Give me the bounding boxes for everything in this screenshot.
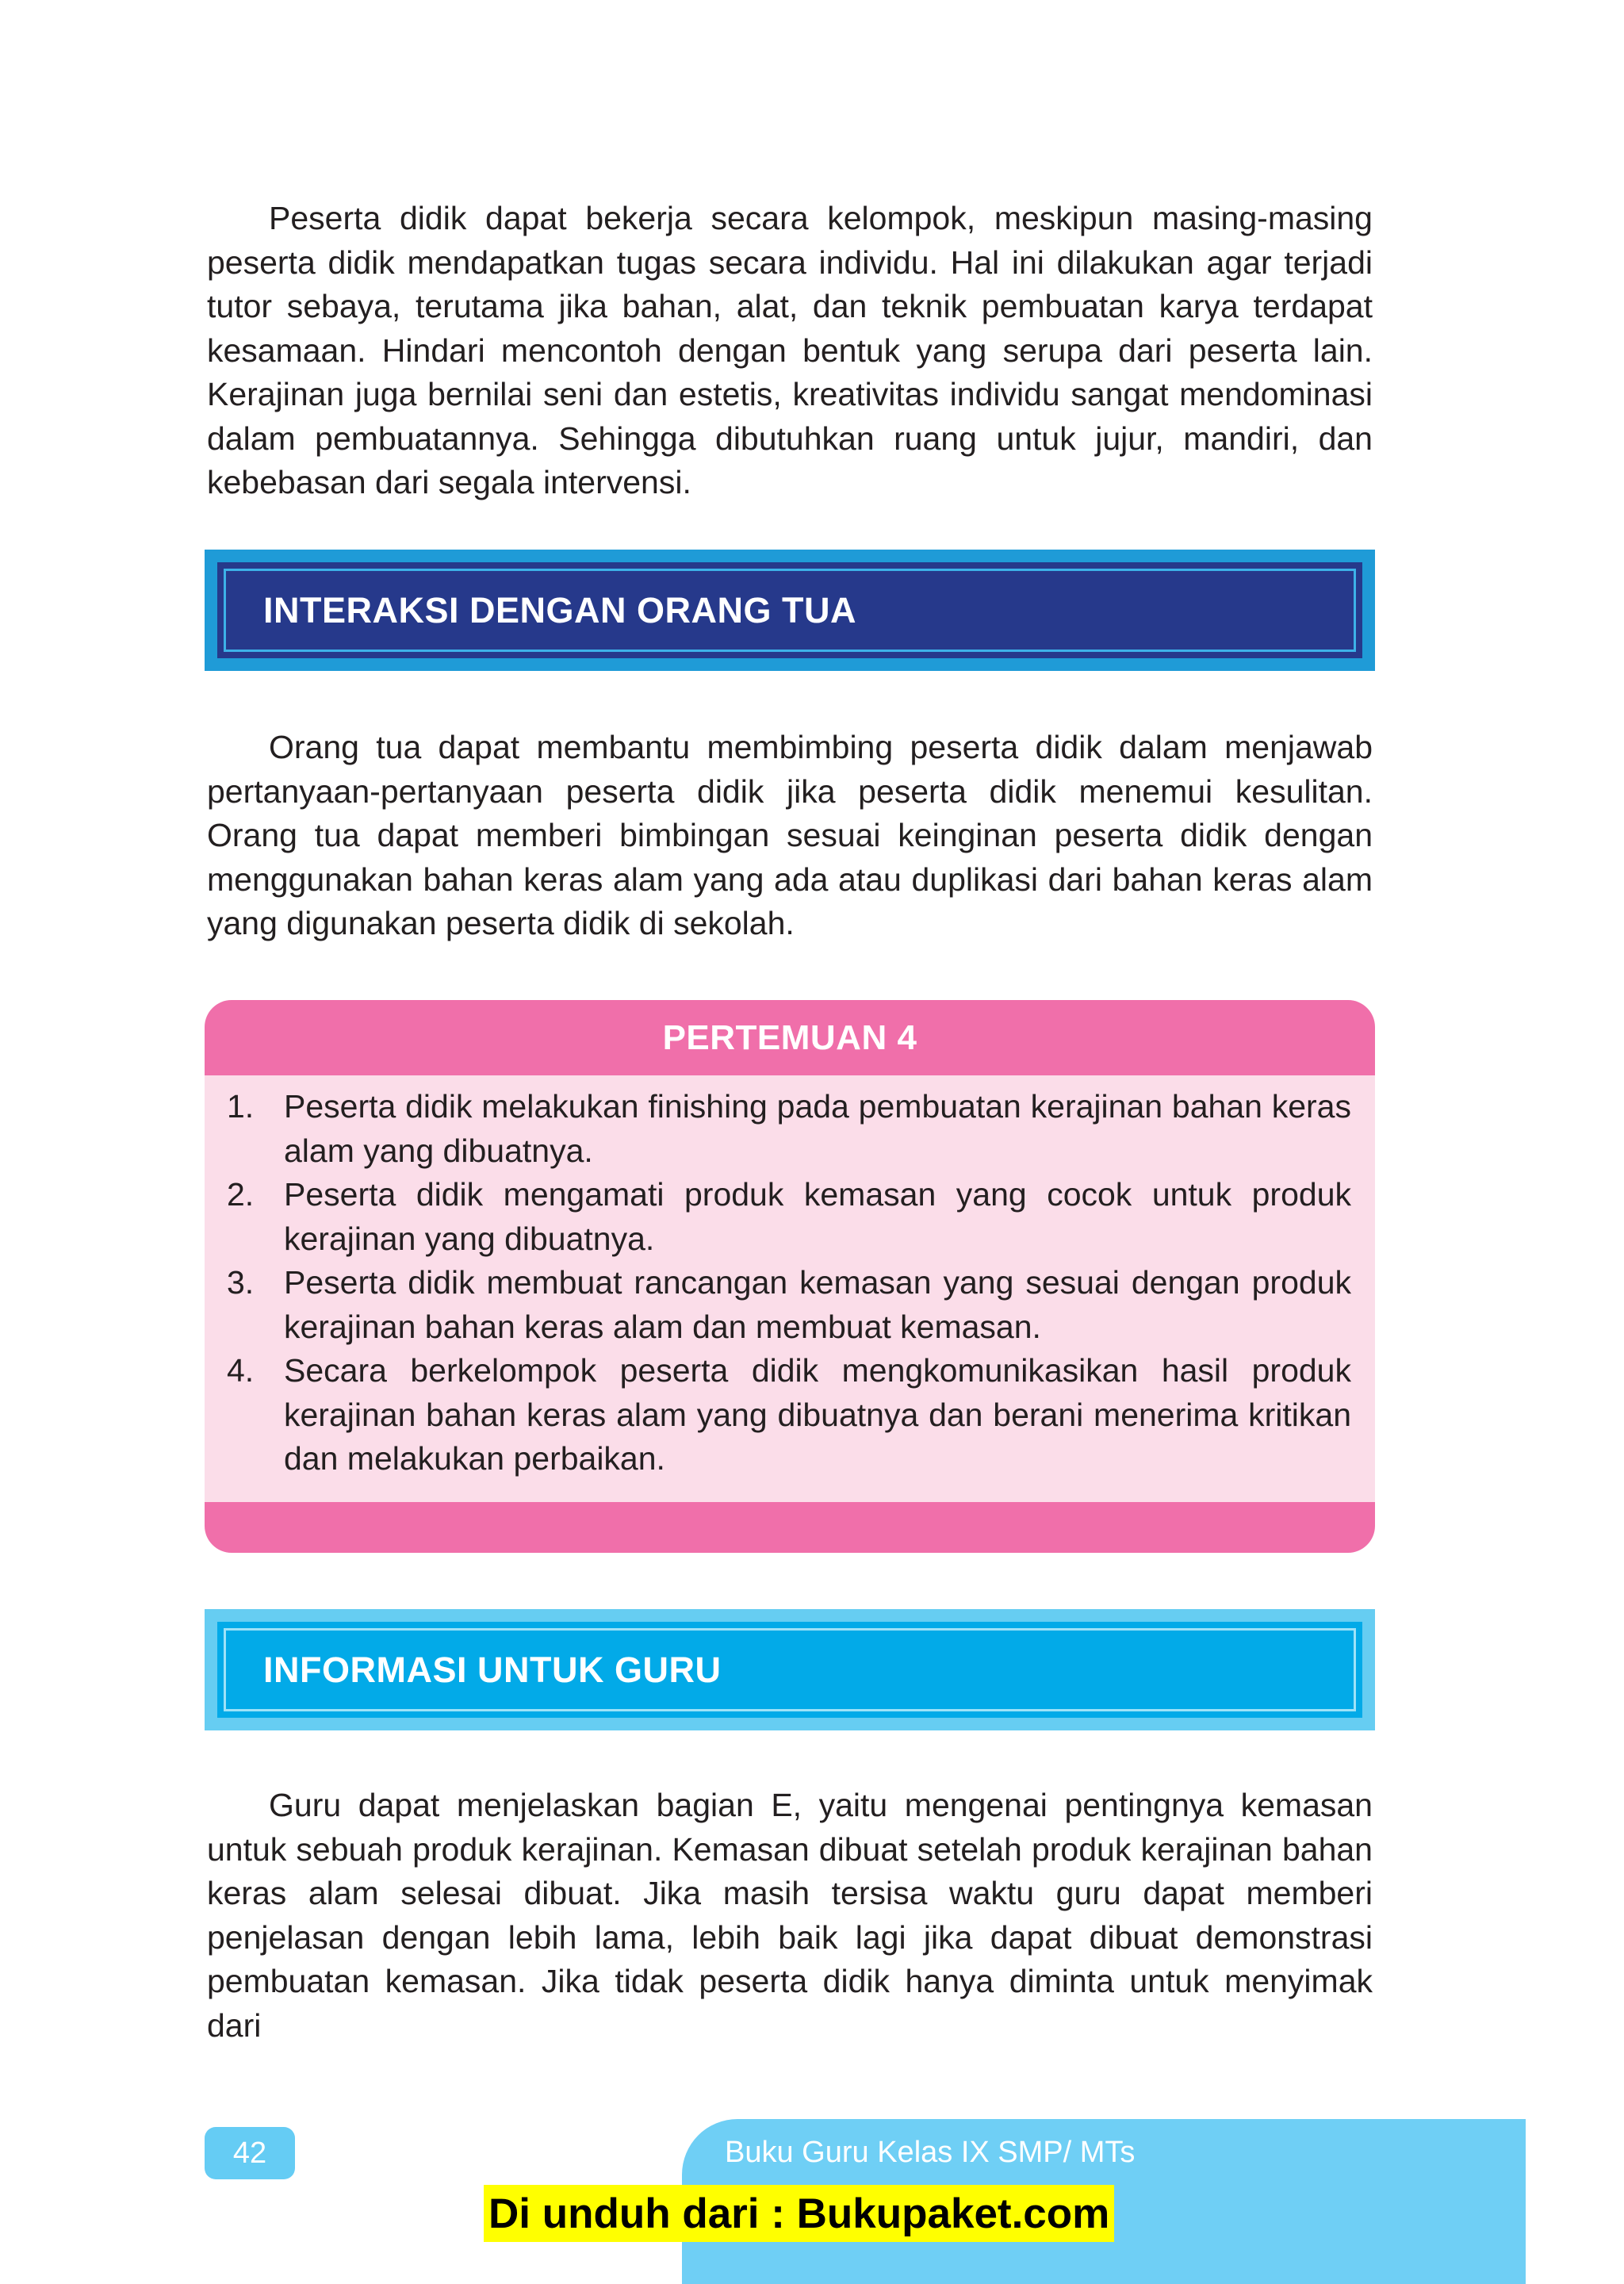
meeting-list	[205, 1085, 1375, 1481]
interaksi-paragraph	[207, 726, 1373, 946]
list-item: 3. Peserta didik membuat rancangan kemasan yang sesuai dengan produk kerajinan bahan keras alam dan membuat kemasan.	[227, 1264, 1351, 1345]
list-item: 4. Secara berkelompok peserta didik mengkomunikasikan hasil produk kerajinan bahan keras alam yang dibuatnya dan berani menerima kritikan dan melakukan perbaikan.	[227, 1352, 1351, 1477]
list-item: 2. Peserta didik mengamati produk kemasan yang cocok untuk produk kerajinan yang dibuatnya.	[227, 1176, 1351, 1257]
intro-paragraph-text: Peserta didik dapat bekerja secara kelompok, meskipun masing-masing peserta didik mendapatkan tugas secara individu. Hal ini dilakukan agar terjadi tutor sebaya, terutama jika bahan, alat, dan teknik pembuatan karya terdapat kesamaan. Hindari mencontoh dengan bentuk yang serupa dari peserta lain. Kerajinan juga bernilai seni dan estetis, kreativitas individu sangat mendominasi dalam pembuatannya. Sehingga dibutuhkan ruang untuk jujur, mandiri, dan kebebasan dari segala intervensi.	[207, 200, 1373, 500]
list-item: 1. Peserta didik melakukan finishing pada pembuatan kerajinan bahan keras alam yang dibuatnya.	[227, 1088, 1351, 1169]
section-header-informasi	[205, 1609, 1375, 1730]
book-title: Buku Guru Kelas IX SMP/ MTs	[725, 2136, 1136, 2169]
intro-paragraph	[207, 197, 1373, 505]
informasi-paragraph-text: Guru dapat menjelaskan bagian E, yaitu mengenai pentingnya kemasan untuk sebuah produk kerajinan. Kemasan dibuat setelah produk kerajinan bahan keras alam selesai dibuat. Jika masih tersisa waktu guru dapat memberi penjelasan dengan lebih lama, lebih baik lagi jika dapat dibuat demonstrasi pembuatan kemasan. Jika tidak peserta didik hanya diminta untuk menyimak dari	[207, 1787, 1373, 2044]
meeting-title: PERTEMUAN 4	[662, 1017, 917, 1057]
section-header-interaksi	[205, 550, 1375, 671]
interaksi-paragraph-text: Orang tua dapat membantu membimbing peserta didik dalam menjawab pertanyaan-pertanyaan peserta didik jika peserta didik menemui kesulitan. Orang tua dapat memberi bimbingan sesuai keinginan peserta didik dengan menggunakan bahan keras alam yang ada atau duplikasi dari bahan keras alam yang digunakan peserta didik di sekolah.	[207, 729, 1373, 941]
informasi-paragraph	[207, 1784, 1373, 2048]
meeting-body	[205, 1075, 1375, 1502]
meeting-box	[205, 1000, 1375, 1553]
download-banner: Di unduh dari : Bukupaket.com	[484, 2185, 1114, 2242]
section-title-informasi: INFORMASI UNTUK GURU	[263, 1649, 722, 1690]
page-number: 42	[205, 2127, 295, 2179]
section-title-interaksi: INTERAKSI DENGAN ORANG TUA	[263, 589, 857, 630]
